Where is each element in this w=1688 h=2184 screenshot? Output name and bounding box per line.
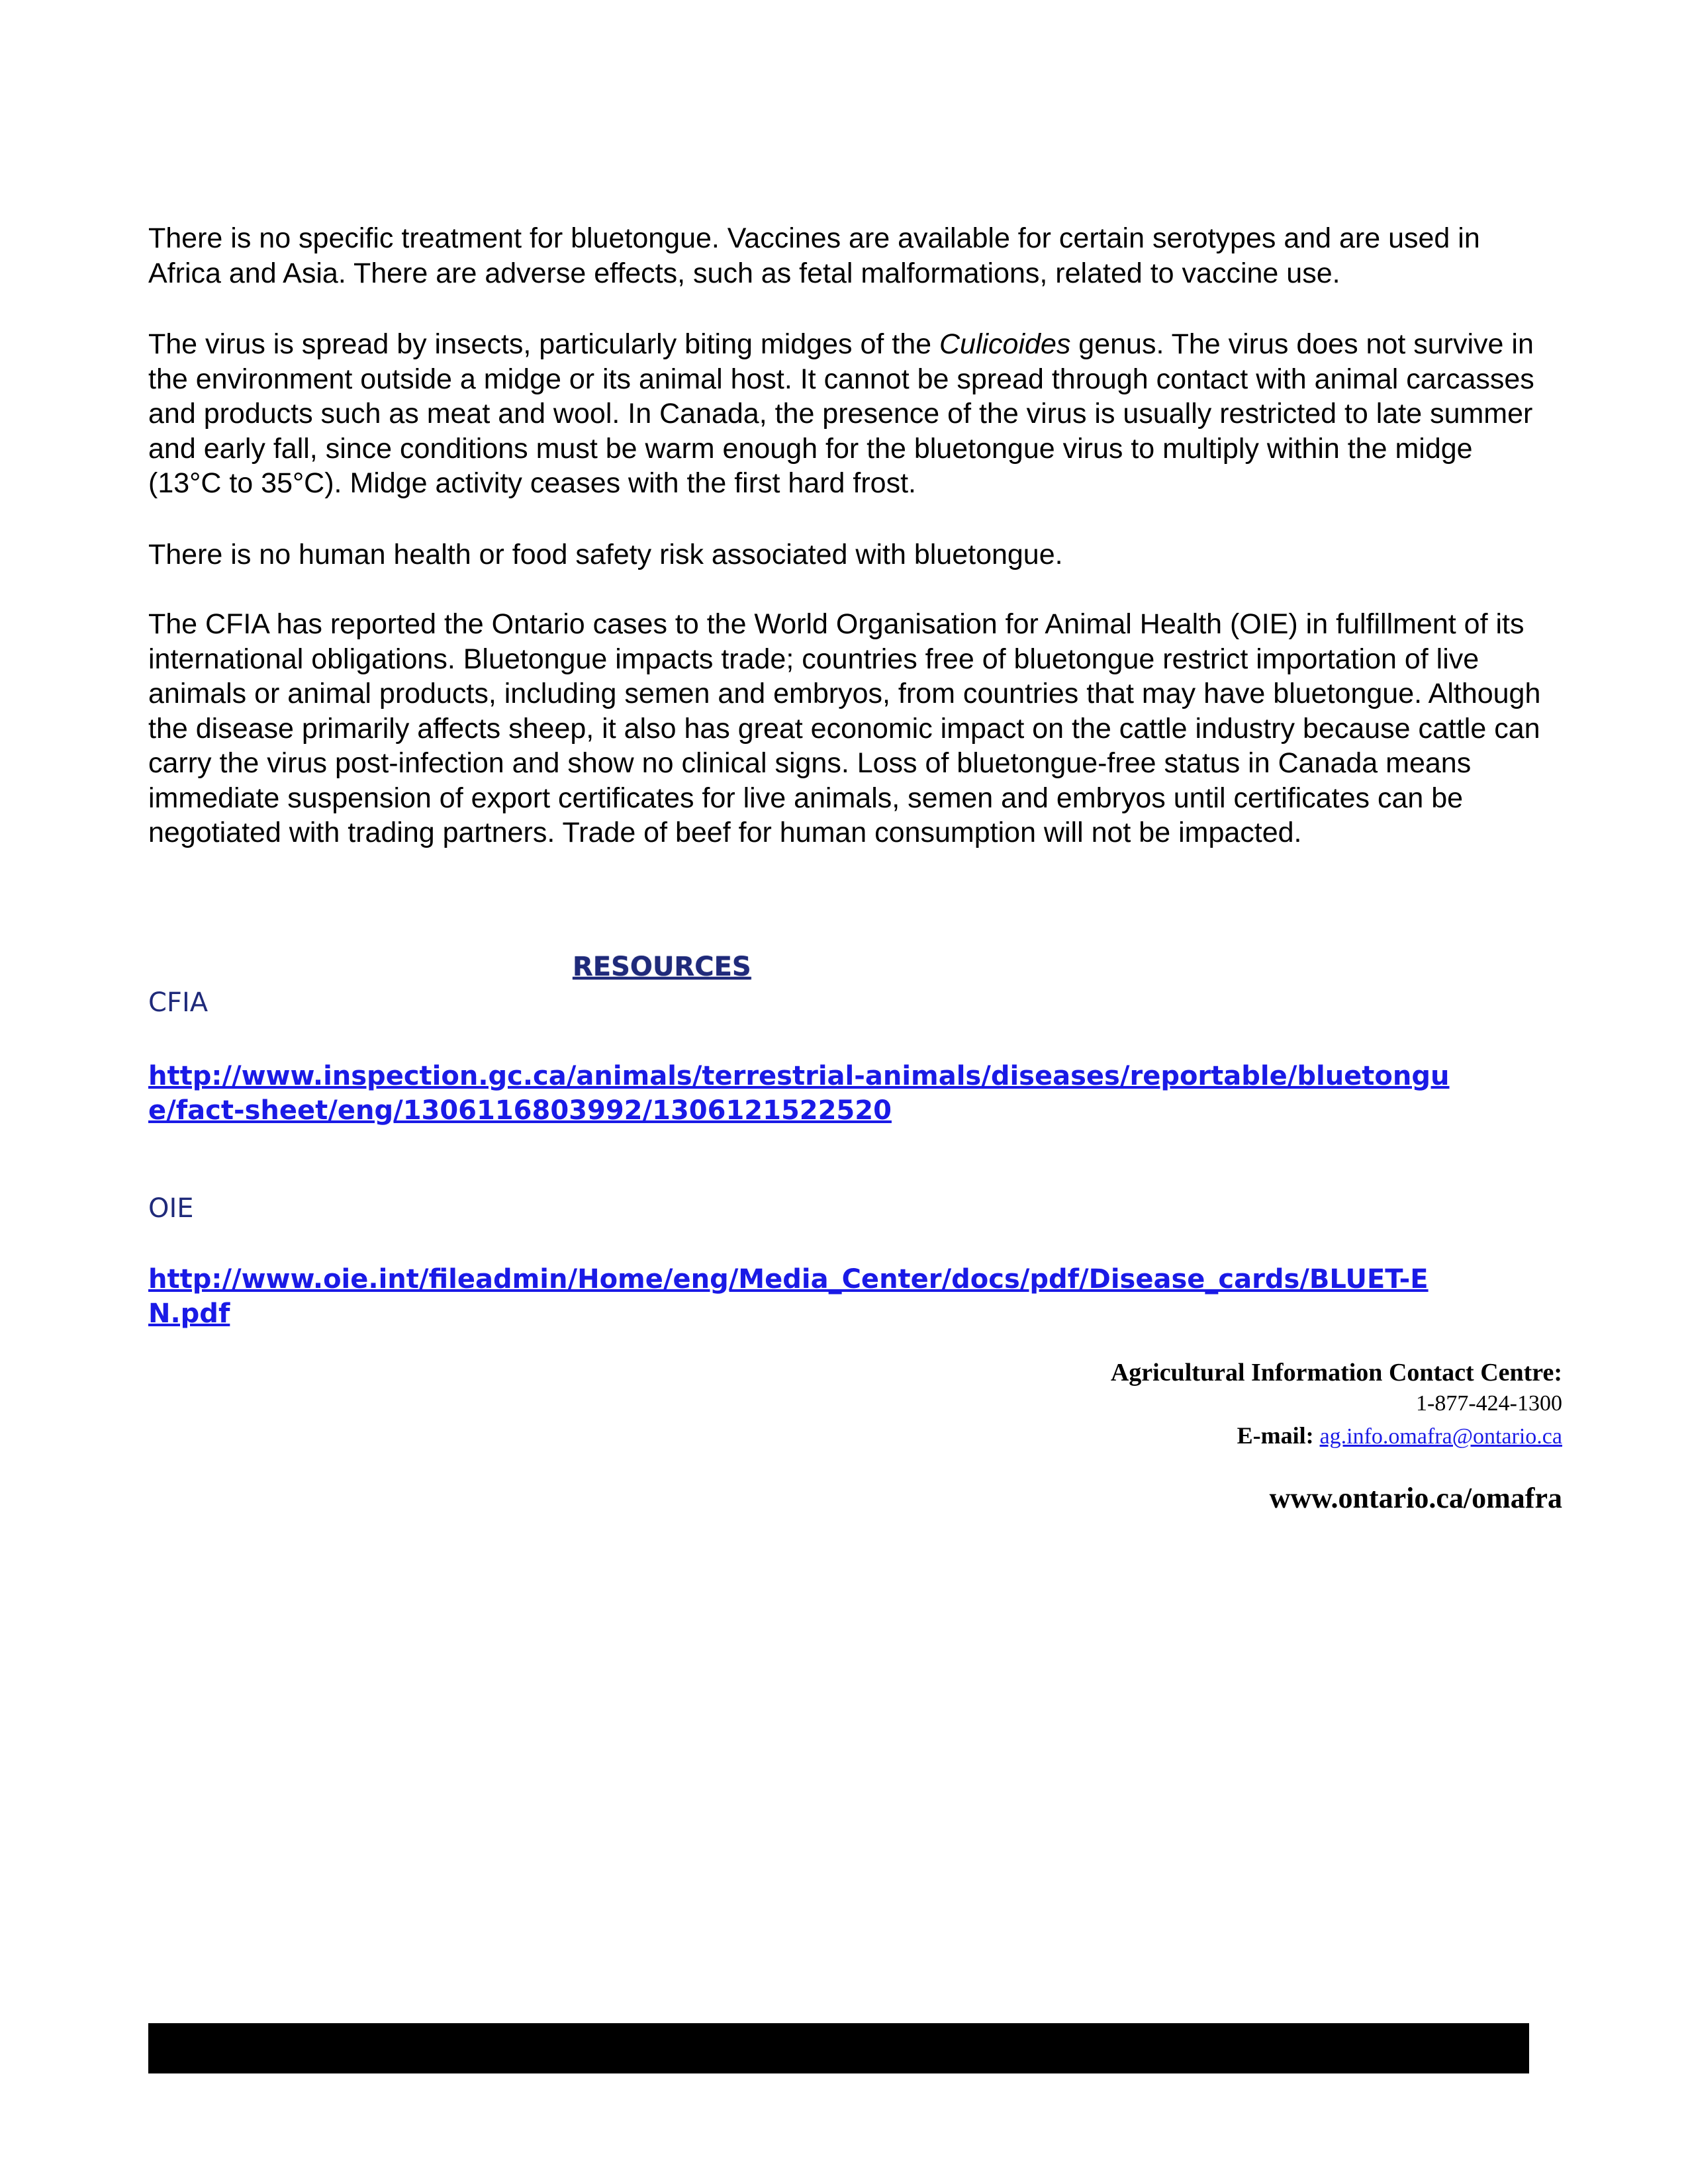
cfia-label: CFIA [148,987,209,1018]
paragraph-treatment: There is no specific treatment for bluetongue. Vaccines are available for certain serotypes and are used in Africa and Asia. There are adverse effects, such as fetal malformations, related to vaccine use. [148,222,1480,289]
contact-email-row [1237,1422,1562,1449]
email-label: E-mail: [1237,1422,1314,1449]
paragraph-transmission-start: The virus is spread by insects, particularly biting midges of the [148,328,939,360]
contact-centre-title: Agricultural Information Contact Centre: [1110,1359,1562,1387]
website-url: www.ontario.ca/omafra [1269,1482,1562,1514]
paragraph-transmission-rest: genus. The virus does not survive in the environment outside a midge or its animal host. It cannot be spread through contact with animal carcasses and products such as meat and wool. In Canada, the presence of the virus is usually restricted to late summer and early fall, since conditions must be warm enough for the bluetongue virus to multiply within the midge (13°C to 35°C). Midge activity ceases with the first hard frost. [148,328,1534,499]
oie-label: OIE [148,1193,194,1224]
email-link[interactable]: ag.info.omafra@ontario.ca [1319,1424,1562,1449]
paragraph-transmission [148,327,1545,501]
paragraph-health-risk: There is no human health or food safety risk associated with bluetongue. [148,539,1063,570]
resources-heading: RESOURCES [573,952,751,982]
contact-phone: 1-877-424-1300 [1416,1391,1562,1416]
genus-name: Culicoides [939,328,1071,360]
paragraph-trade-impact: The CFIA has reported the Ontario cases to the World Organisation for Animal Health (OIE) in fulfillment of its international obligations. Bluetongue impacts trade; countries free of bluetongue restrict importation of live animals or animal products, including semen and embryos, from countries that may have bluetongue. Although the disease primarily affects sheep, it also has great economic impact on the cattle industry because cattle can carry the virus post-infection and show no clinical signs. Loss of bluetongue-free status in Canada means immediate suspension of export certificates for live animals, semen and embryos until certificates can be negotiated with trading partners. Trade of beef for human consumption will not be impacted. [148,608,1541,848]
cfia-link[interactable]: http://www.inspection.gc.ca/animals/terrestrial-animals/diseases/reportable/bluetongue/fact-sheet/eng/1306116803992/1306121522520 [148,1061,1450,1126]
footer-bar [148,2023,1529,2073]
oie-link[interactable]: http://www.oie.int/fileadmin/Home/eng/Media_Center/docs/pdf/Disease_cards/BLUET-EN.pdf [148,1264,1429,1329]
